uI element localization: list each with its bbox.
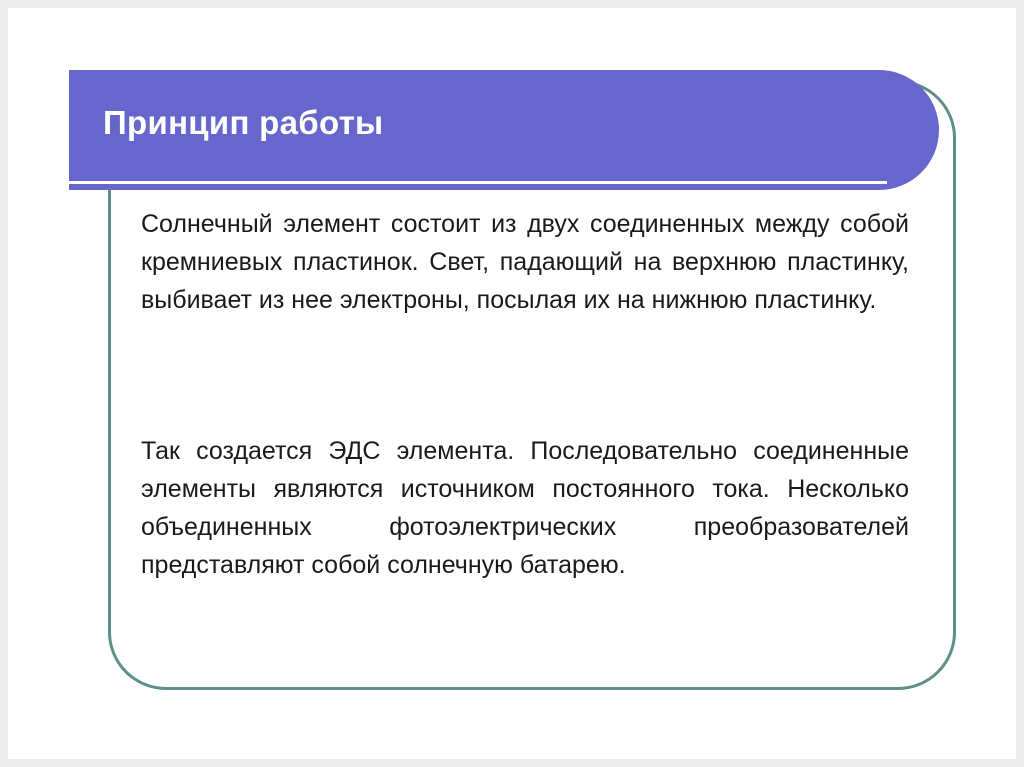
title-underline — [69, 181, 887, 184]
paragraph-2: Так создается ЭДС элемента. Последовательно соединенные элементы являются источником постоянного тока. Несколько объединенных фотоэлектрических преобразователей представляют собой солнечную батарею. — [141, 437, 909, 579]
slide-title: Принцип работы — [103, 104, 384, 141]
paragraph-1: Солнечный элемент состоит из двух соединенных между собой кремниевых пластинок. Свет, падающий на верхнюю пластинку, выбивает из нее электроны, посылая их на нижнюю пластинку. — [141, 210, 909, 314]
slide — [8, 8, 1016, 759]
